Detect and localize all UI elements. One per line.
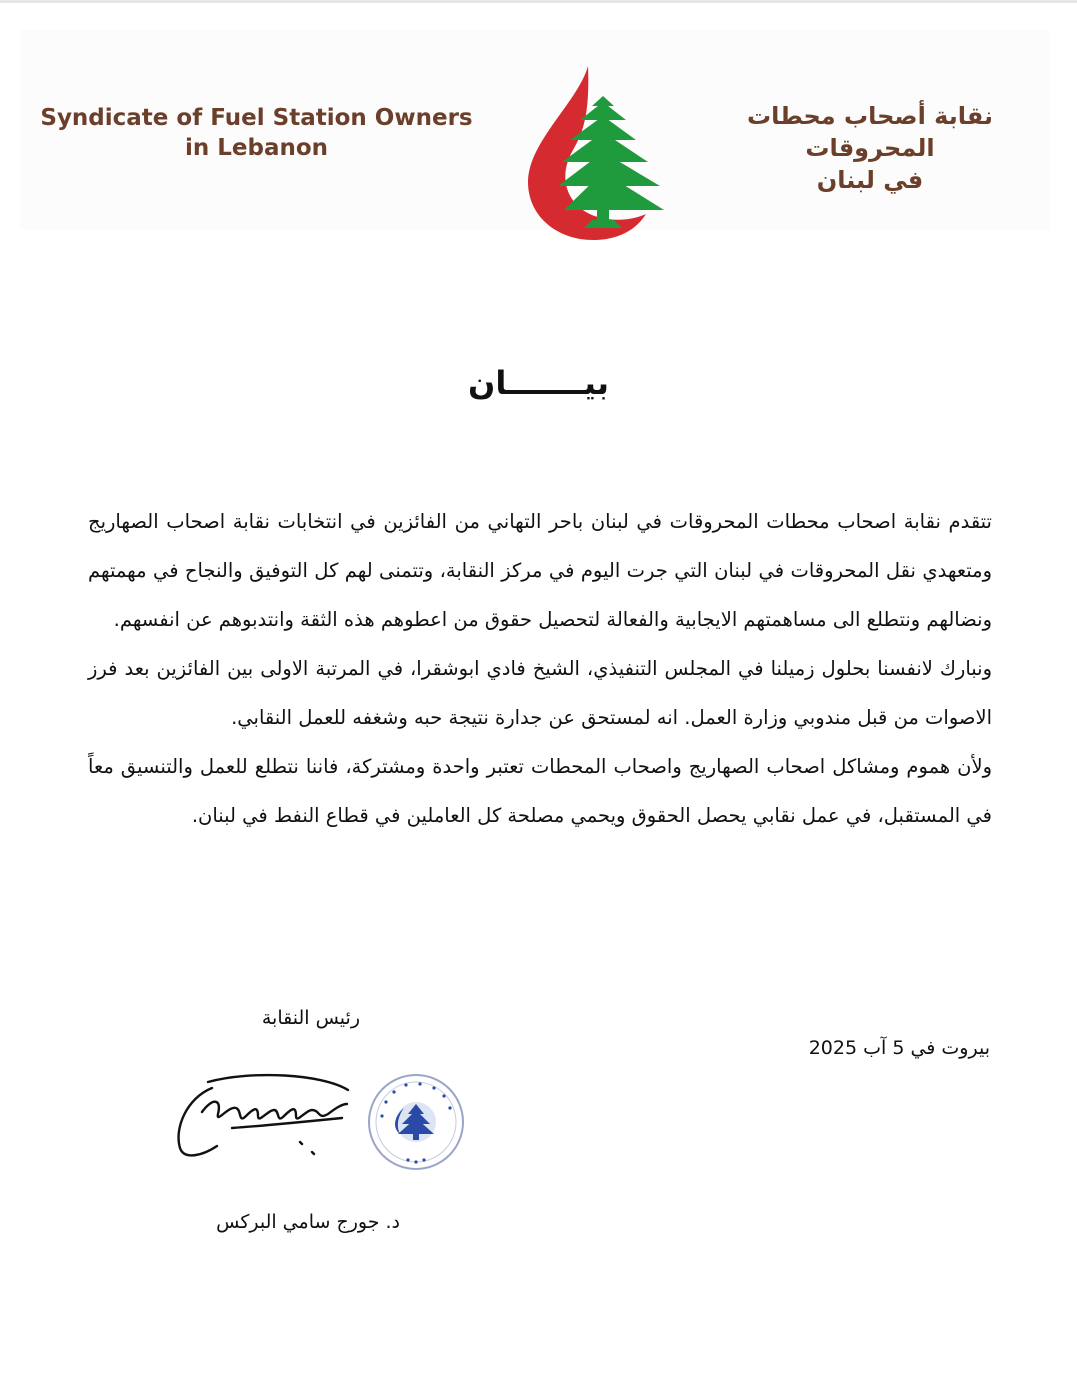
top-border bbox=[0, 0, 1077, 3]
syndicate-logo bbox=[518, 62, 668, 244]
body-paragraph-1: تتقدم نقابة اصحاب محطات المحروقات في لبنان باحر التهاني من الفائزين في انتخابات نقابة اصحاب الصهاريج ومتعهدي نقل المحروقات في لبنان التي جرت اليوم في مركز النقابة، وتتمنى لهم كل التوفيق والنجاح في مهمتهم ونضالهم ونتطلع الى مساهمتهم الايجابية والفعالة لتحصيل حقوق من اعطوهم هذه الثقة وانتدبوهم عن انفسهم. bbox=[88, 510, 992, 631]
date-line: بيروت في 5 آب 2025 bbox=[808, 1037, 990, 1059]
handwritten-signature bbox=[172, 1068, 357, 1168]
english-org-name bbox=[34, 103, 479, 163]
english-org-name-line2: in Lebanon bbox=[184, 135, 329, 161]
syndicate-stamp bbox=[364, 1072, 468, 1172]
arabic-org-name-line2: في لبنان bbox=[816, 166, 924, 194]
body-paragraph-3: ولأن هموم ومشاكل اصحاب الصهاريج واصحاب المحطات تعتبر واحدة ومشتركة، فاننا نتطلع للعمل والتنسيق معاً في المستقبل، في عمل نقابي يحصل الحقوق ويحمي مصلحة كل العاملين في قطاع النفط في لبنان. bbox=[88, 755, 992, 827]
arabic-org-name-line1: نقابة أصحاب محطات المحروقات bbox=[746, 102, 994, 162]
signatory-name: د. جورج سامي البركس bbox=[216, 1211, 400, 1233]
letterhead bbox=[20, 30, 1050, 230]
english-org-name-line1: Syndicate of Fuel Station Owners bbox=[40, 105, 473, 131]
body-paragraph-2: ونبارك لانفسنا بحلول زميلنا في المجلس التنفيذي، الشيخ فادي ابوشقرا، في المرتبة الاولى بين الفائزين بعد فرز الاصوات من قبل مندوبي وزارة العمل. انه لمستحق عن جدارة نتيجة حبه وشغفه للعمل النقابي. bbox=[88, 657, 992, 729]
statement-title: بيـــــــان bbox=[468, 364, 609, 402]
president-title: رئيس النقابة bbox=[261, 1007, 360, 1029]
arabic-org-name bbox=[680, 100, 1060, 196]
statement-body bbox=[88, 497, 992, 840]
